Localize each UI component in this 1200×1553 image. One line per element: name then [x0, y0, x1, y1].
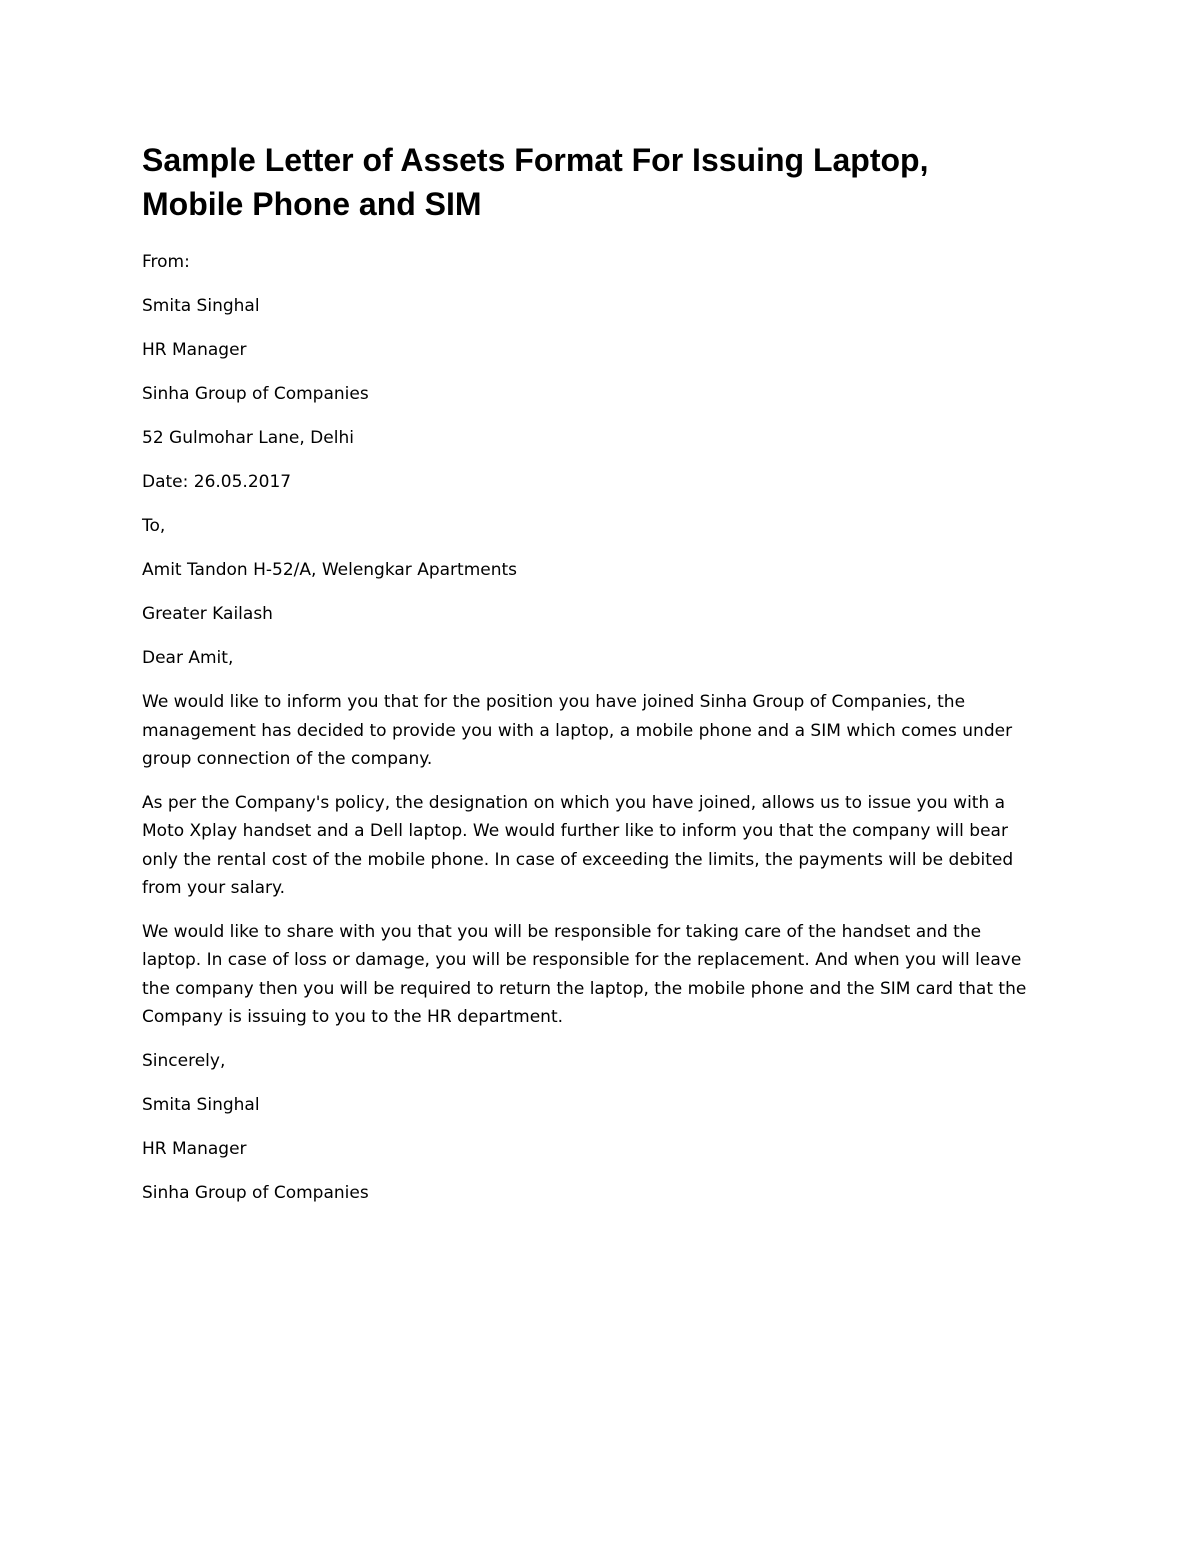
sender-name: Smita Singhal — [142, 296, 260, 316]
paragraph-line: group connection of the company. — [142, 749, 433, 769]
letter-body — [142, 138, 1062, 1223]
paragraph-2 — [142, 789, 1062, 903]
title-line-1: Sample Letter of Assets Format For Issuing Laptop, — [142, 142, 929, 178]
paragraph-line: Moto Xplay handset and a Dell laptop. We would further like to inform you that the company will bear — [142, 821, 1008, 841]
paragraph-line: We would like to inform you that for the position you have joined Sinha Group of Companies, the — [142, 692, 966, 712]
from-label: From: — [142, 252, 190, 272]
sender-address: 52 Gulmohar Lane, Delhi — [142, 428, 354, 448]
paragraph-line: As per the Company's policy, the designation on which you have joined, allows us to issue you with a — [142, 792, 1006, 813]
paragraph-line: We would like to share with you that you will be responsible for taking care of the handset and the — [142, 921, 982, 942]
paragraph-line: Company is issuing to you to the HR department. — [142, 1007, 564, 1027]
paragraph-line: management has decided to provide you with a laptop, a mobile phone and a SIM which comes under — [142, 720, 1013, 741]
recipient-locality: Greater Kailash — [142, 604, 273, 624]
sender-role: HR Manager — [142, 340, 247, 360]
to-label: To, — [142, 516, 166, 536]
document-title — [142, 138, 1062, 226]
paragraph-line: only the rental cost of the mobile phone. In case of exceeding the limits, the payments will be debited — [142, 849, 1014, 870]
paragraph-line: laptop. In case of loss or damage, you will be responsible for the replacement. And when you will leave — [142, 950, 1022, 970]
closing: Sincerely, — [142, 1050, 226, 1071]
signature-name: Smita Singhal — [142, 1094, 260, 1115]
letter-date: Date: 26.05.2017 — [142, 472, 292, 492]
paragraph-3 — [142, 918, 1062, 1032]
signature-company: Sinha Group of Companies — [142, 1182, 369, 1203]
recipient-name-address: Amit Tandon H-52/A, Welengkar Apartments — [142, 560, 518, 580]
paragraph-1 — [142, 688, 1062, 774]
paragraph-line: from your salary. — [142, 878, 286, 898]
title-line-2: Mobile Phone and SIM — [142, 186, 482, 222]
sender-company: Sinha Group of Companies — [142, 384, 369, 404]
signature-role: HR Manager — [142, 1138, 247, 1159]
salutation: Dear Amit, — [142, 648, 234, 668]
paragraph-line: the company then you will be required to return the laptop, the mobile phone and the SIM card that the — [142, 978, 1027, 999]
